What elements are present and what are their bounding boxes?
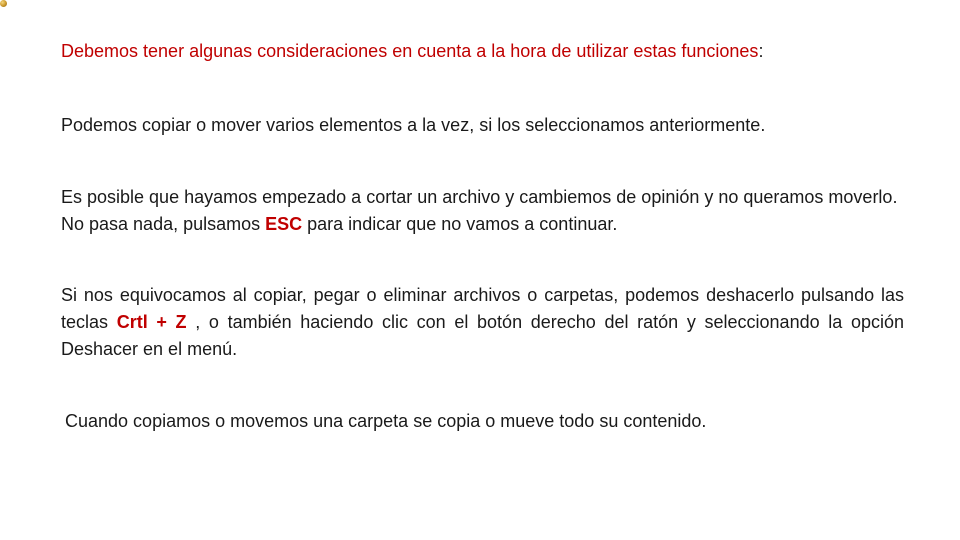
paragraph-cancel-cut-text-after: para indicar que no vamos a continuar. bbox=[302, 214, 618, 234]
paragraph-folder-copy: Cuando copiamos o movemos una carpeta se copia o mueve todo su contenido. bbox=[65, 411, 707, 431]
paragraph-undo bbox=[61, 282, 904, 363]
heading-text: Debemos tener algunas consideraciones en cuenta a la hora de utilizar estas funciones bbox=[61, 41, 759, 61]
heading-colon: : bbox=[758, 41, 764, 61]
slide-heading bbox=[61, 38, 904, 65]
paragraph-cancel-cut bbox=[61, 184, 904, 238]
paragraph-undo-text-after: , o también haciendo clic con el botón derecho del ratón y seleccionando la opción Deshacer en el menú. bbox=[61, 312, 904, 359]
paragraph-cancel-cut-text-before: Es posible que hayamos empezado a cortar un archivo y cambiemos de opinión y no queramos moverlo. No pasa nada, pulsamos bbox=[61, 187, 898, 234]
undo-shortcut-label: Crtl + Z bbox=[116, 312, 187, 332]
paragraph-undo-text-before: Si nos equivocamos al copiar, pegar o eliminar archivos o carpetas, podemos deshacerlo pulsando las teclas bbox=[61, 285, 904, 332]
paragraph-multiple-selection: Podemos copiar o mover varios elementos a la vez, si los seleccionamos anteriormente. bbox=[61, 115, 766, 135]
esc-key-label: ESC bbox=[265, 214, 303, 234]
bullet-dot-icon bbox=[0, 0, 7, 7]
